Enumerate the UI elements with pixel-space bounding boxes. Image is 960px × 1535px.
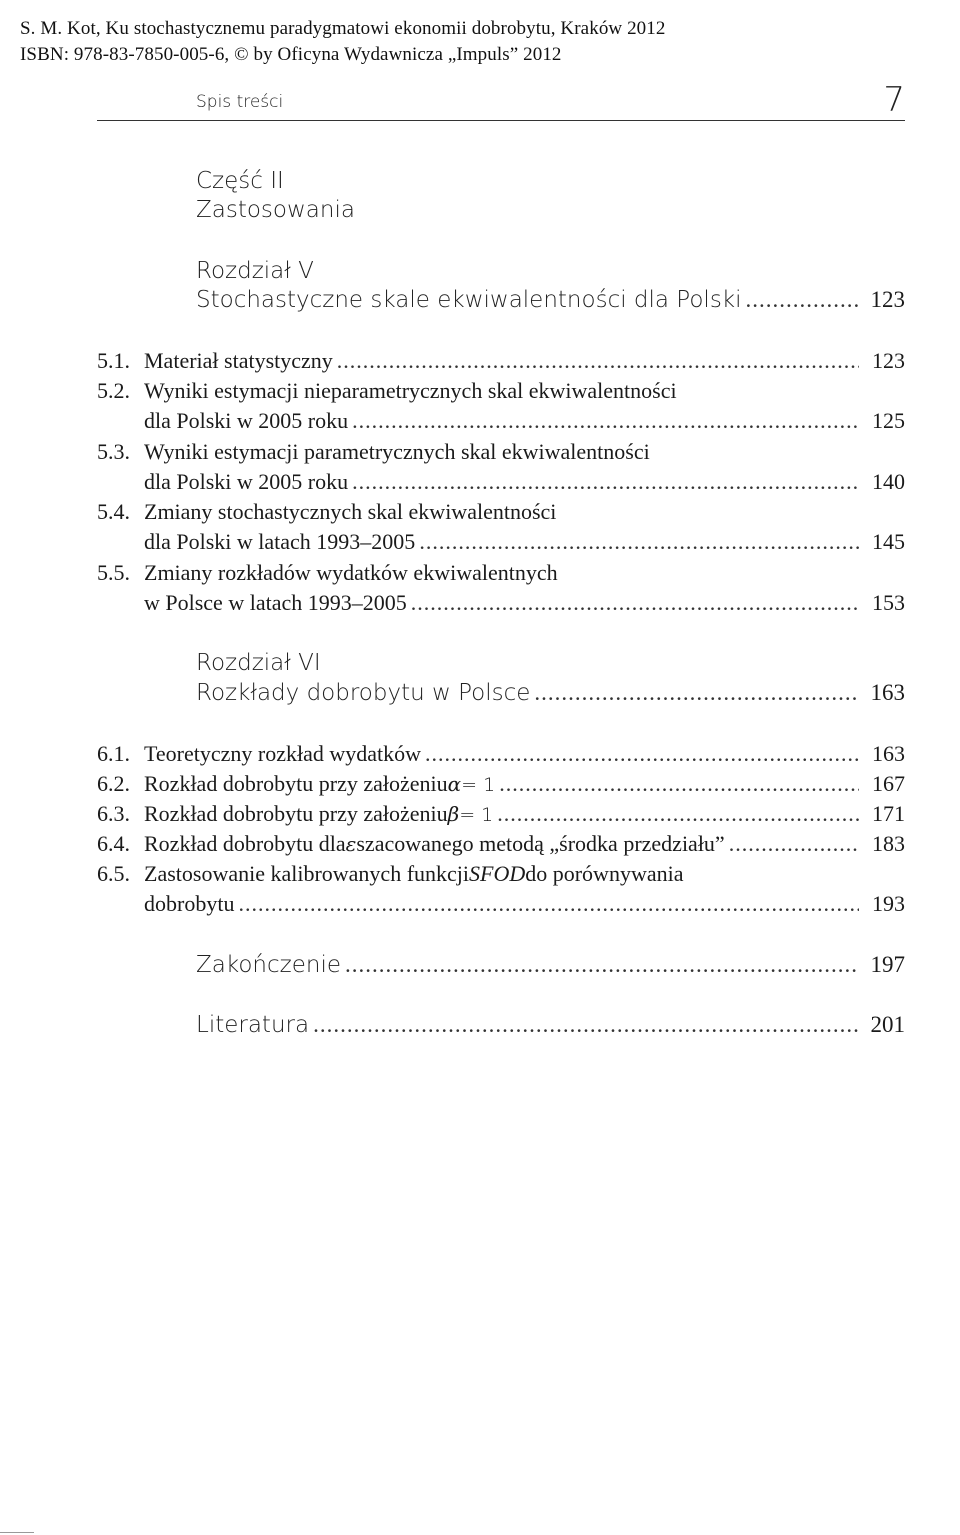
alpha-symbol: α [447,772,462,796]
citation-line: S. M. Kot, Ku stochastycznemu paradygmatowi ekonomii dobrobytu, Kraków 2012 [20,18,666,39]
dot-leader [534,680,859,706]
ending-page: 197 [870,952,905,977]
dot-leader [313,1012,859,1038]
section-number: 6.5. [97,861,130,886]
toc-entry-6-4[interactable] [97,831,905,857]
page-number: 7 [883,80,905,120]
toc-entry-6-2[interactable] [97,771,905,797]
section-number: 6.3. [97,801,130,826]
section-page: 167 [872,771,905,796]
dot-leader [337,348,859,374]
section-title: Wyniki estymacji parametrycznych skal ekwiwalentności [144,439,650,464]
dot-leader [497,801,859,827]
chapter-6-page: 163 [870,680,905,705]
chapter-5-title: Stochastyczne skale ekwiwalentności dla Polski [196,287,742,313]
section-page: 140 [872,469,905,494]
toc-entry-5-2-cont[interactable] [144,408,905,434]
sfod-term: SFOD [469,861,526,886]
section-title-cont: dla Polski w 2005 roku [144,469,349,494]
chapter-5-label: Rozdział V [196,258,314,284]
toc-entry-5-3[interactable] [97,439,905,465]
section-title: Materiał statystyczny [144,348,333,373]
section-number: 5.3. [97,439,130,464]
dot-leader [425,741,859,767]
section-page: 123 [872,348,905,373]
literature-entry[interactable] [196,1012,905,1038]
section-title: Zmiany stochastycznych skal ekwiwalentności [144,499,557,524]
ending-entry[interactable] [196,952,905,978]
section-title-suffix: = 1 [461,774,496,796]
section-title-cont: dla Polski w 2005 roku [144,408,349,433]
section-title-suffix: do porównywania [525,861,684,886]
section-page: 193 [872,891,905,916]
dot-leader [238,891,859,917]
part-title: Zastosowania [196,197,355,223]
section-number: 6.2. [97,771,130,796]
epsilon-symbol: ε [345,832,357,856]
chapter-6-label: Rozdział VI [196,650,321,676]
dot-leader [352,408,859,434]
section-title: Rozkład dobrobytu przy założeniu [144,771,448,796]
chapter-5-page: 123 [870,287,905,312]
section-number: 6.4. [97,831,130,856]
toc-entry-5-4-cont[interactable] [144,529,905,555]
section-page: 163 [872,741,905,766]
section-title-cont: dla Polski w latach 1993–2005 [144,529,416,554]
section-title: Zmiany rozkładów wydatków ekwiwalentnych [144,560,558,585]
ending-title: Zakończenie [196,952,341,978]
section-number: 5.4. [97,499,130,524]
section-title-suffix: szacowanego metodą „środka przedziału” [356,831,725,856]
toc-entry-6-3[interactable] [97,801,905,827]
corner-mark [0,1532,34,1533]
section-number: 5.5. [97,560,130,585]
running-title: Spis treści [196,92,284,112]
section-title: Rozkład dobrobytu przy założeniu [144,801,448,826]
toc-entry-6-5[interactable] [97,861,905,887]
dot-leader [729,831,859,857]
dot-leader [411,590,859,616]
section-page: 125 [872,408,905,433]
section-title-suffix: = 1 [459,804,494,826]
toc-entry-5-3-cont[interactable] [144,469,905,495]
header-rule [97,120,905,121]
section-title: Rozkład dobrobytu dla [144,831,346,856]
dot-leader [419,529,859,555]
dot-leader [499,771,859,797]
toc-entry-6-5-cont[interactable] [144,891,905,917]
dot-leader [746,287,859,313]
section-number: 6.1. [97,741,130,766]
literature-title: Literatura [196,1012,310,1038]
dot-leader [345,952,859,978]
section-page: 153 [872,590,905,615]
section-page: 171 [872,801,905,826]
section-page: 145 [872,529,905,554]
section-title: Zastosowanie kalibrowanych funkcji [144,861,470,886]
section-title-cont: dobrobytu [144,891,235,916]
literature-page: 201 [870,1012,905,1037]
part-label: Część II [196,168,284,194]
chapter-5-entry[interactable] [196,287,905,313]
section-page: 183 [872,831,905,856]
isbn-line: ISBN: 978-83-7850-005-6, © by Oficyna Wydawnicza „Impuls” 2012 [20,44,562,65]
toc-entry-5-4[interactable] [97,499,905,525]
toc-entry-5-5-cont[interactable] [144,590,905,616]
section-number: 5.1. [97,348,130,373]
section-title: Teoretyczny rozkład wydatków [144,741,422,766]
toc-entry-6-1[interactable] [97,741,905,767]
chapter-6-title: Rozkłady dobrobytu w Polsce [196,680,531,706]
section-title-cont: w Polsce w latach 1993–2005 [144,590,407,615]
toc-entry-5-5[interactable] [97,560,905,586]
toc-entry-5-1[interactable] [97,348,905,374]
chapter-6-entry[interactable] [196,680,905,706]
section-title: Wyniki estymacji nieparametrycznych skal ekwiwalentności [144,378,677,403]
beta-symbol: β [447,802,460,826]
section-number: 5.2. [97,378,130,403]
dot-leader [352,469,859,495]
toc-entry-5-2[interactable] [97,378,905,404]
